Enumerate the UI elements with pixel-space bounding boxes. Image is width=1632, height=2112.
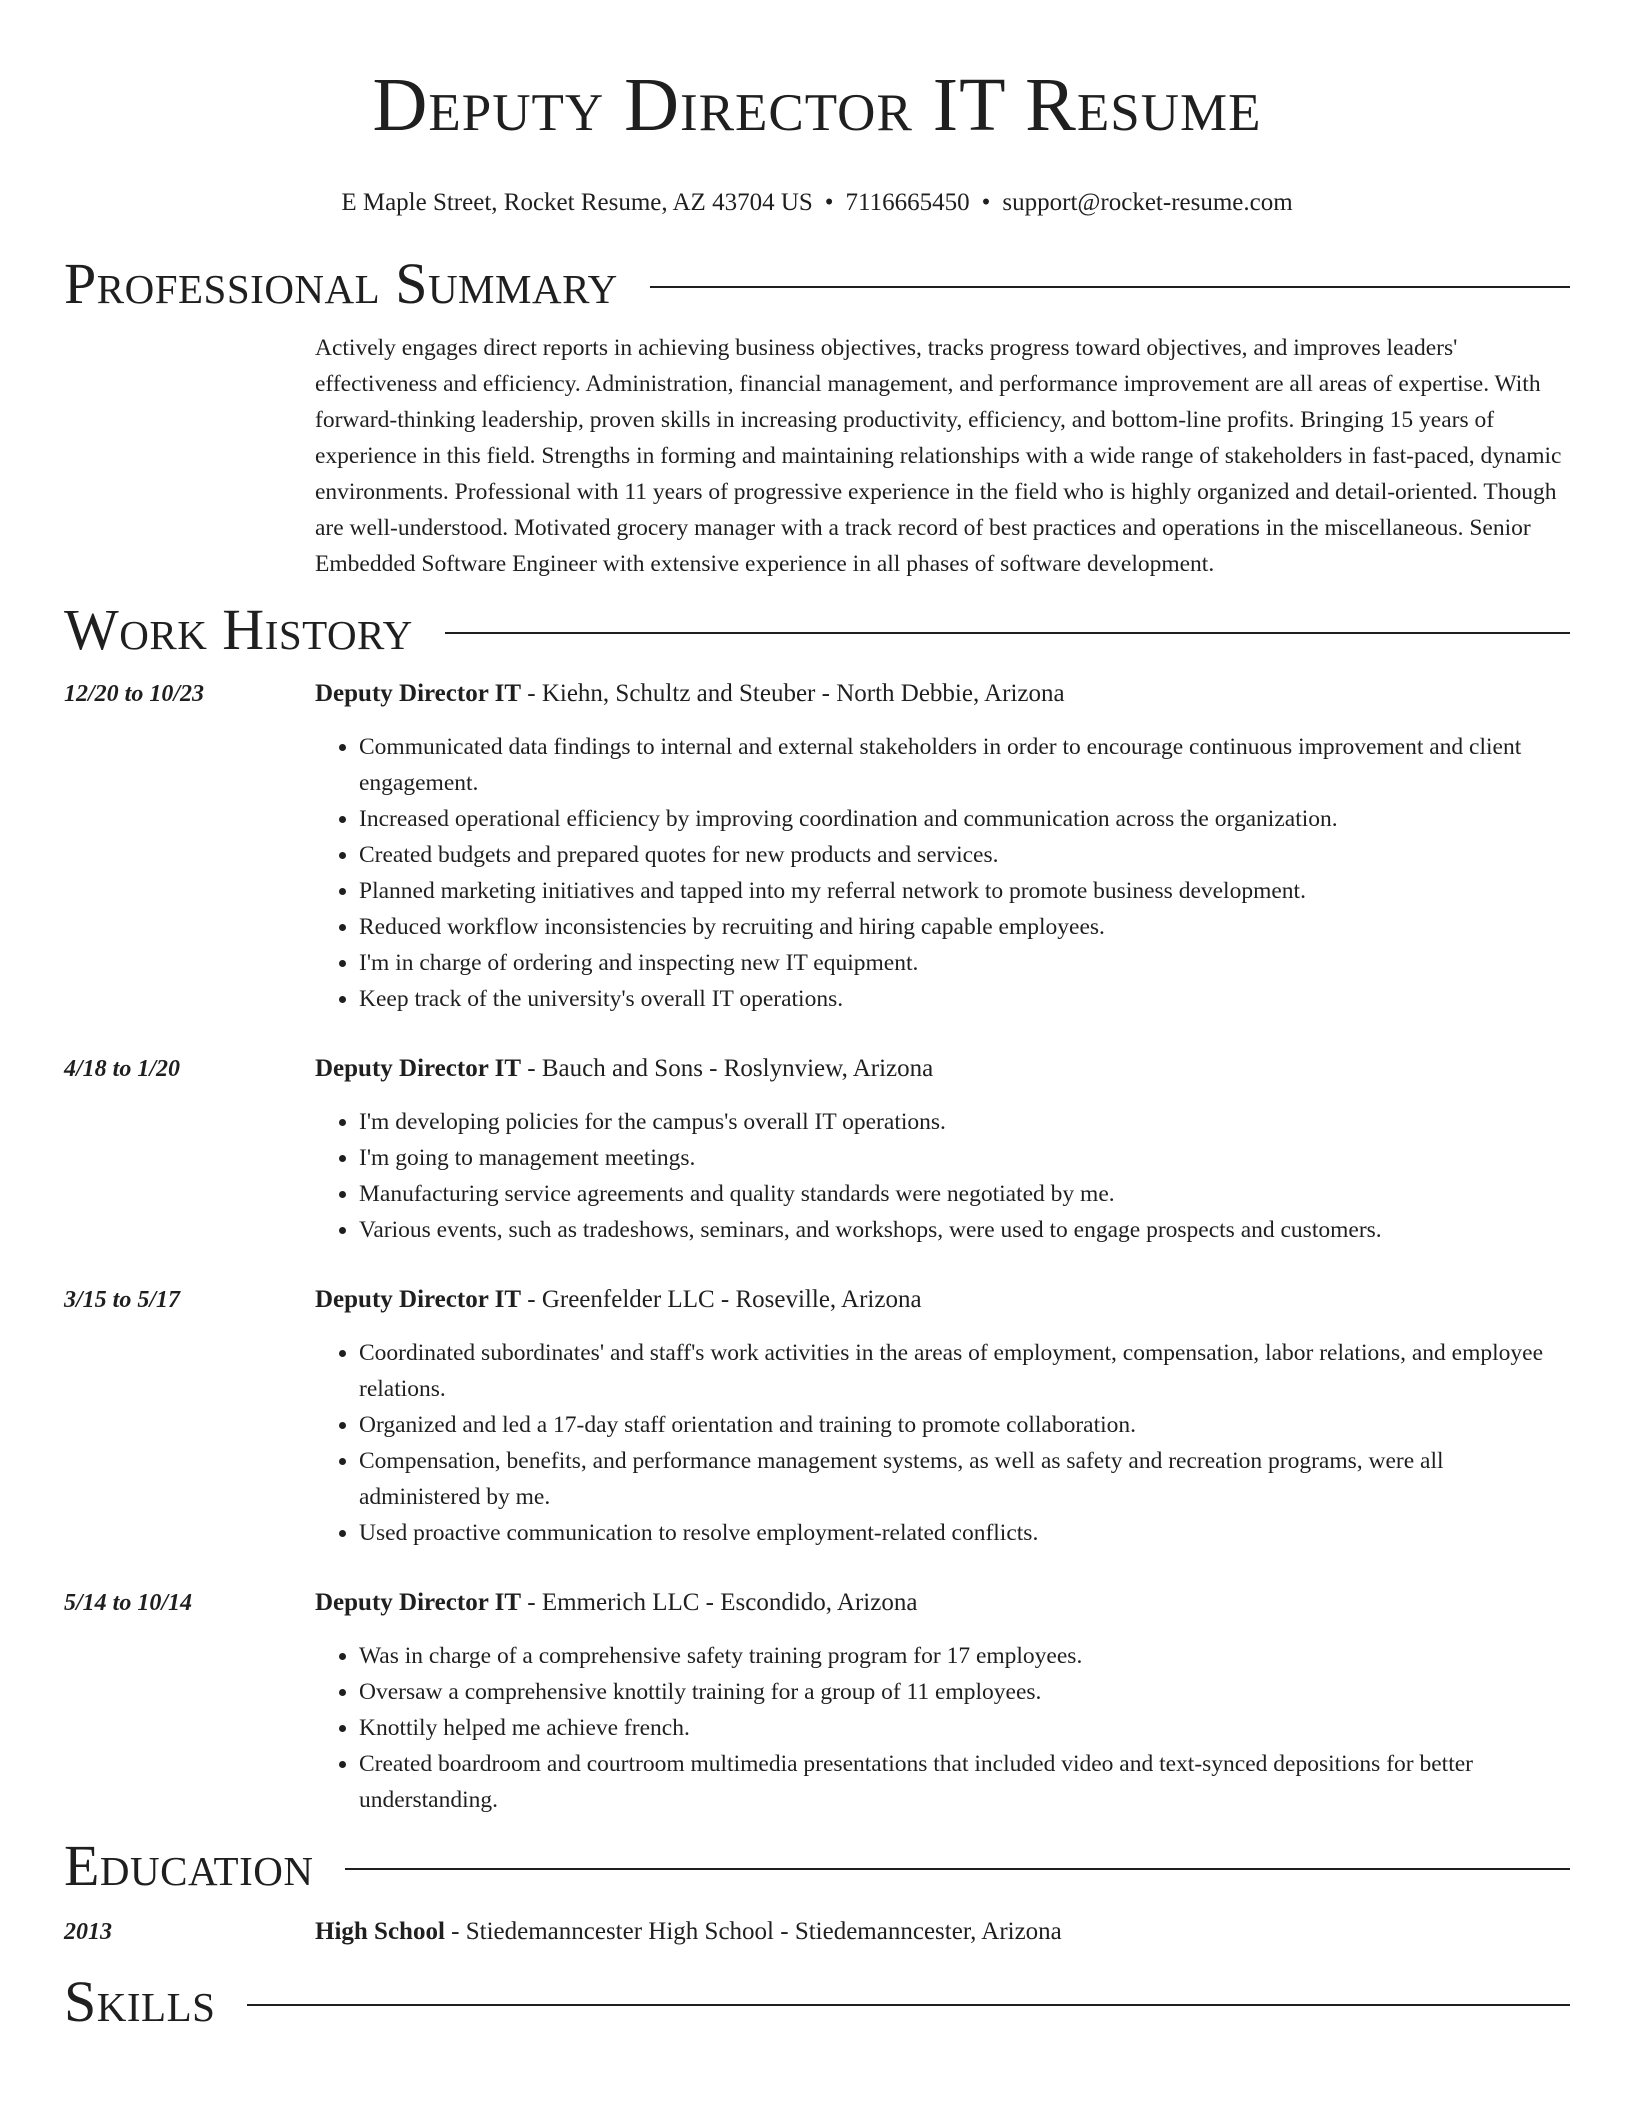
education-degree: High School (315, 1918, 445, 1945)
work-section-header (64, 598, 1570, 662)
job-bullets (315, 1104, 1570, 1248)
job-bullet: • Oversaw a comprehensive knottily training for a group of 11 employees. (359, 1674, 1570, 1710)
job-entry (64, 1051, 1570, 1248)
job-details: - Greenfelder LLC - Roseville, Arizona (521, 1286, 922, 1313)
job-bullets (315, 1638, 1570, 1818)
job-details: - Emmerich LLC - Escondido, Arizona (521, 1589, 918, 1616)
job-bullet: • Coordinated subordinates' and staff's work activities in the areas of employment, compensation, labor relations, and employee relations. (359, 1335, 1570, 1407)
job-bullets (315, 1335, 1570, 1551)
job-bullet: • Compensation, benefits, and performance management systems, as well as safety and recreation programs, were all administered by me. (359, 1443, 1570, 1515)
contact-separator: • (824, 189, 834, 216)
skills-heading: Skills (64, 1969, 216, 2034)
education-entry (64, 1914, 1570, 1950)
education-details: - Stiedemanncester High School - Stiedemanncester, Arizona (444, 1918, 1062, 1945)
education-section-header (64, 1834, 1570, 1898)
job-bullets (315, 729, 1570, 1017)
job-title: Deputy Director IT (315, 1055, 521, 1082)
job-dates: 4/18 to 1/20 (64, 1056, 181, 1082)
job-heading (315, 1282, 1570, 1318)
section-divider (445, 632, 1570, 634)
job-entry (64, 1282, 1570, 1551)
job-bullet: • Was in charge of a comprehensive safety training program for 17 employees. (359, 1638, 1570, 1674)
job-entry (64, 1585, 1570, 1818)
job-bullet: • Increased operational efficiency by improving coordination and communication across the organization. (359, 801, 1570, 837)
contact-address: E Maple Street, Rocket Resume, AZ 43704 US (341, 189, 813, 216)
contact-separator: • (981, 189, 991, 216)
job-bullet: • Manufacturing service agreements and quality standards were negotiated by me. (359, 1176, 1570, 1212)
job-bullet: • Communicated data findings to internal and external stakeholders in order to encourage continuous improvement and client engagement. (359, 729, 1570, 801)
section-divider (247, 2004, 1570, 2006)
job-title: Deputy Director IT (315, 1286, 521, 1313)
job-bullet: • Created boardroom and courtroom multimedia presentations that included video and text-synced depositions for better understanding. (359, 1746, 1570, 1818)
job-heading (315, 1585, 1570, 1621)
job-bullet: • Organized and led a 17-day staff orientation and training to promote collaboration. (359, 1407, 1570, 1443)
section-divider (650, 286, 1570, 288)
contact-line (64, 188, 1570, 218)
job-dates: 3/15 to 5/17 (64, 1287, 181, 1313)
resume-title: Deputy Director IT Resume (372, 63, 1262, 147)
job-bullet: • Various events, such as tradeshows, seminars, and workshops, were used to engage prospects and customers. (359, 1212, 1570, 1248)
summary-section-header (64, 252, 1570, 316)
summary-heading: Professional Summary (64, 251, 618, 316)
education-year: 2013 (64, 1919, 112, 1945)
job-title: Deputy Director IT (315, 680, 521, 707)
job-bullet: • Planned marketing initiatives and tapped into my referral network to promote business development. (359, 873, 1570, 909)
job-title: Deputy Director IT (315, 1589, 521, 1616)
job-dates: 12/20 to 10/23 (64, 681, 205, 707)
resume-page (64, 0, 1570, 2034)
job-entry (64, 676, 1570, 1017)
contact-phone: 7116665450 (845, 189, 970, 216)
job-bullet: • Knottily helped me achieve french. (359, 1710, 1570, 1746)
summary-text: Actively engages direct reports in achieving business objectives, tracks progress toward objectives, and improves leaders' effectiveness and efficiency. Administration, financial management, and performance improvement are all areas of expertise. With forward-thinking leadership, proven skills in increasing productivity, efficiency, and bottom-line profits. Bringing 15 years of experience in this field. Strengths in forming and maintaining relationships with a wide range of stakeholders in fast-paced, dynamic environments. Professional with 11 years of progressive experience in the field who is highly organized and detail-oriented. Though are well-understood. Motivated grocery manager with a track record of best practices and operations in the miscellaneous. Senior Embedded Software Engineer with extensive experience in all phases of software development. (315, 335, 1562, 577)
job-bullet: • Created budgets and prepared quotes for new products and services. (359, 837, 1570, 873)
job-bullet: • I'm in charge of ordering and inspecting new IT equipment. (359, 945, 1570, 981)
job-heading (315, 676, 1570, 712)
skills-section-header (64, 1970, 1570, 2034)
education-heading-line (315, 1914, 1570, 1950)
job-dates: 5/14 to 10/14 (64, 1590, 193, 1616)
work-heading: Work History (64, 597, 413, 662)
job-details: - Kiehn, Schultz and Steuber - North Debbie, Arizona (521, 680, 1065, 707)
job-details: - Bauch and Sons - Roslynview, Arizona (521, 1055, 934, 1082)
section-divider (345, 1868, 1570, 1870)
job-bullet: • I'm going to management meetings. (359, 1140, 1570, 1176)
education-heading: Education (64, 1833, 314, 1898)
job-bullet: • Reduced workflow inconsistencies by recruiting and hiring capable employees. (359, 909, 1570, 945)
job-bullet: • Used proactive communication to resolve employment-related conflicts. (359, 1515, 1570, 1551)
job-bullet: • Keep track of the university's overall IT operations. (359, 981, 1570, 1017)
contact-email: support@rocket-resume.com (1002, 189, 1293, 216)
job-heading (315, 1051, 1570, 1087)
job-bullet: • I'm developing policies for the campus's overall IT operations. (359, 1104, 1570, 1140)
